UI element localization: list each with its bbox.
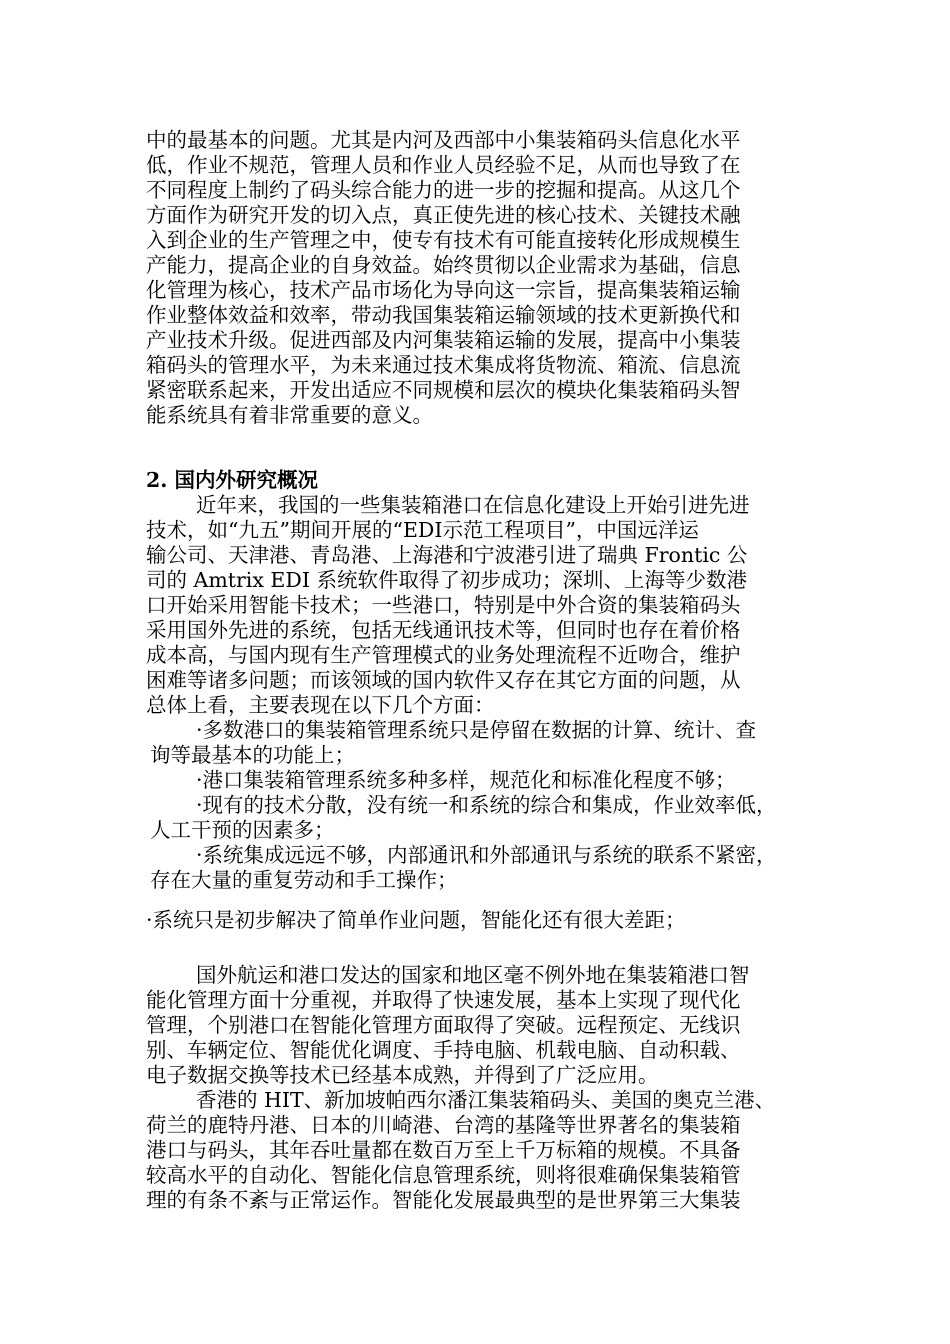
section-line: 近年来，我国的一些集装箱港口在信息化建设上开始引进先进 [196,493,750,517]
intro-line: 箱码头的管理水平，为未来通过技术集成将货物流、箱流、信息流 [146,353,741,377]
intro-line: 中的最基本的问题。尤其是内河及西部中小集装箱码头信息化水平 [146,128,741,152]
section-line: 成本高，与国内现有生产管理模式的业务处理流程不近吻合，维护 [146,643,741,667]
section-line: 口开始采用智能卡技术；一些港口，特别是中外合资的集装箱码头 [146,593,741,617]
intro-line: 作业整体效益和效率，带动我国集装箱运输领域的技术更新换代和 [146,303,741,327]
intro-line: 能系统具有着非常重要的意义。 [146,403,433,427]
paragraph-line: 香港的 HIT、新加坡帕西尔潘江集装箱码头、美国的奥克兰港、 [196,1088,776,1112]
bullet-item-continuation: 询等最基本的功能上； [150,743,355,767]
intro-line: 产能力，提高企业的自身效益。始终贯彻以企业需求为基础，信息 [146,253,741,277]
section-line: 困难等诸多问题；而该领域的国内软件又存在其它方面的问题，从 [146,668,741,692]
section-line: 技术，如“九五”期间开展的“EDI示范工程项目”，中国远洋运 [146,518,699,542]
paragraph-line: 港口与码头，其年吞吐量都在数百万至上千万标箱的规模。不具备 [146,1138,741,1162]
intro-line: 紧密联系起来，开发出适应不同规模和层次的模块化集装箱码头智 [146,378,741,402]
paragraph-line: 国外航运和港口发达的国家和地区毫不例外地在集装箱港口智 [196,963,750,987]
section-line: 采用国外先进的系统，包括无线通讯技术等，但同时也存在着价格 [146,618,741,642]
section-heading: 2. 国内外研究概况 [146,468,319,492]
bullet-item-continuation: 人工干预的因素多； [150,818,335,842]
bullet-item: ·系统集成远远不够，内部通讯和外部通讯与系统的联系不紧密， [196,843,777,867]
paragraph-line: 能化管理方面十分重视，并取得了快速发展，基本上实现了现代化 [146,988,741,1012]
bullet-item: ·港口集装箱管理系统多种多样，规范化和标准化程度不够； [196,768,736,792]
section-line: 总体上看，主要表现在以下几个方面： [146,693,495,717]
paragraph-line: 管理，个别港口在智能化管理方面取得了突破。远程预定、无线识 [146,1013,741,1037]
paragraph-line: 荷兰的鹿特丹港、日本的川崎港、台湾的基隆等世界著名的集装箱 [146,1113,741,1137]
section-line: 输公司、天津港、青岛港、上海港和宁波港引进了瑞典 Frontic 公 [146,543,748,567]
bullet-item: ·多数港口的集装箱管理系统只是停留在数据的计算、统计、查 [196,718,757,742]
bullet-item: ·系统只是初步解决了简单作业问题，智能化还有很大差距； [146,908,686,932]
paragraph-line: 较高水平的自动化、智能化信息管理系统，则将很难确保集装箱管 [146,1163,741,1187]
intro-line: 不同程度上制约了码头综合能力的进一步的挖掘和提高。从这几个 [146,178,741,202]
intro-line: 方面作为研究开发的切入点，真正使先进的核心技术、关键技术融 [146,203,741,227]
section-line: 司的 Amtrix EDI 系统软件取得了初步成功；深圳、上海等少数港 [146,568,747,592]
bullet-item: ·现有的技术分散，没有统一和系统的综合和集成，作业效率低， [196,793,777,817]
paragraph-line: 别、车辆定位、智能优化调度、手持电脑、机载电脑、自动积载、 [146,1038,741,1062]
bullet-item-continuation: 存在大量的重复劳动和手工操作； [150,868,458,892]
paragraph-line: 理的有条不紊与正常运作。智能化发展最典型的是世界第三大集装 [146,1188,741,1212]
intro-line: 入到企业的生产管理之中，使专有技术有可能直接转化形成规模生 [146,228,741,252]
intro-line: 产业技术升级。促进西部及内河集装箱运输的发展，提高中小集装 [146,328,741,352]
paragraph-line: 电子数据交换等技术已经基本成熟，并得到了广泛应用。 [146,1063,659,1087]
intro-line: 化管理为核心，技术产品市场化为导向这一宗旨，提高集装箱运输 [146,278,741,302]
intro-line: 低，作业不规范，管理人员和作业人员经验不足，从而也导致了在 [146,153,741,177]
